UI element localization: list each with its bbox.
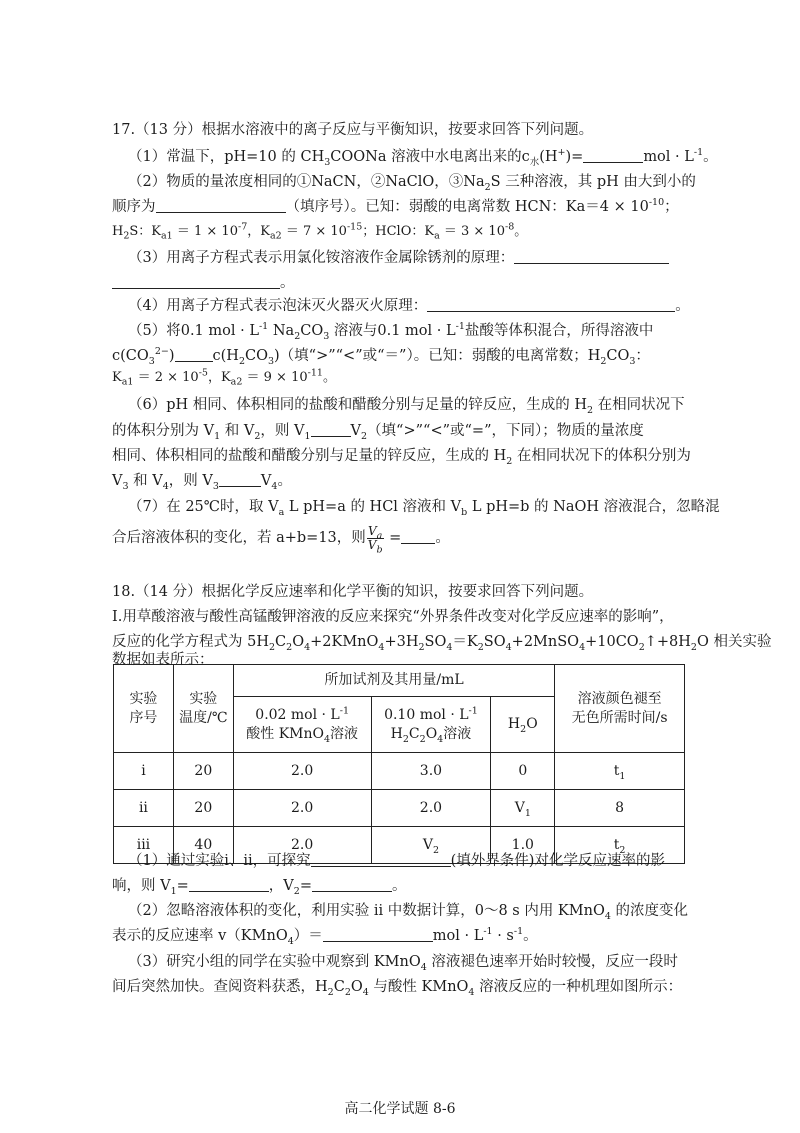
q17-part1: （1）常温下，pH=10 的 $CH_3COONa$ 溶液中水电离出来的$c_水(H^+)=$ mol · $L^{-1}$。 <box>128 147 718 168</box>
q17-part6-line4: $V_3$ 和 $V_4$，则 $V_3$ $V_4$。 <box>112 473 292 492</box>
cell-kmno4: 2.0 <box>233 827 371 864</box>
answer-blank[interactable] <box>514 249 669 264</box>
q18-title: 18.（14 分）根据化学反应速率和化学平衡的知识，按要求回答下列问题。 <box>112 584 594 600</box>
q17-part6-line2: 的体积分别为 $V_1$ 和 $V_2$，则 $V_1$ $V_2$（填“>”“<”或“=”，下同）；物质的量浓度 <box>112 423 644 442</box>
answer-blank[interactable] <box>189 877 269 892</box>
volume-ratio-fraction: $\frac{V_a}{V_b}$ <box>367 523 383 555</box>
q17-part5-line3: $K_{a1} = 2 \times 10^{-5}$，$K_{a2} = 9 \times 10^{-11}$。 <box>112 367 336 388</box>
cell-kmno4: 2.0 <box>233 790 371 827</box>
q17-part3-line1: （3）用离子方程式表示用氯化铵溶液作金属除锈剂的原理： <box>128 248 702 268</box>
q17-part7-line2: 合后溶液体积的变化，若 a+b=13，则 $\frac{V_a}{V_b}$ = 。 <box>112 523 450 555</box>
answer-blank[interactable] <box>156 198 286 213</box>
q17-part5-line2: $c(CO_3^{2-})$ $c(H_2CO_3)$（填“>”“<”或“＝”）。已知：弱酸的电离常数；$H_2CO_3$： <box>112 346 650 367</box>
q18-part2-line1: （2）忽略溶液体积的变化，利用实验 ii 中数据计算，0～8 s 内用 KMnO$_4$ 的浓度变化 <box>128 903 688 922</box>
answer-blank[interactable] <box>427 297 675 312</box>
answer-blank[interactable] <box>219 472 261 487</box>
q18-part3-line1: （3）研究小组的同学在实验中观察到 KMnO$_4$ 溶液褪色速率开始时较慢，反应一段时 <box>128 954 678 973</box>
q18-part3-line2: 间后突然加快。查阅资料获悉，$H_2C_2O_4$ 与酸性 KMnO$_4$ 溶液反应的一种机理如图所示： <box>112 979 683 998</box>
header-h2c2o4: 0.10 mol · $L^{-1}$ $H_2C_2O_4$溶液 <box>371 697 491 753</box>
header-water: $H_2O$ <box>491 697 555 753</box>
q18-part1-line1: （1）通过实验i、ii，可探究 (填外界条件)对化学反应速率的影 <box>128 853 665 869</box>
q17-part2-line3: $H_2S$：$K_{a1} = 1 \times 10^{-7}$，$K_{a2} = 7 \times 10^{-15}$；HClO：$K_a = 3 \times 10^{-8}$。 <box>112 221 528 242</box>
cell-h2c2o4: $V_2$ <box>371 827 491 864</box>
page-footer: 高二化学试题 8-6 <box>344 1101 456 1117</box>
answer-blank[interactable] <box>401 529 435 544</box>
answer-blank[interactable] <box>323 927 433 942</box>
q17-part4: （4）用离子方程式表示泡沫灭火器灭火原理： 。 <box>128 298 690 314</box>
cell-water: 0 <box>491 753 555 790</box>
table-row <box>114 753 685 790</box>
cell-time: $t_1$ <box>555 753 685 790</box>
cell-no: iii <box>114 827 174 864</box>
cell-temp: 40 <box>173 827 233 864</box>
q17-part6-line3: 相同、体积相同的盐酸和醋酸分别与足量的锌反应，生成的 $H_2$ 在相同状况下的体积分别为 <box>112 448 691 467</box>
answer-blank[interactable] <box>311 852 451 867</box>
table-row <box>114 790 685 827</box>
cell-h2c2o4: 2.0 <box>371 790 491 827</box>
q17-part2-line2: 顺序为 （填序号）。已知：弱酸的电离常数 HCN：$Ka=4 \times 10^{-10}$； <box>112 197 679 215</box>
header-fade-time: 溶液颜色褪至 无色所需时间/s <box>555 665 685 753</box>
answer-blank[interactable] <box>312 877 392 892</box>
q17-part3-line2: 。 <box>112 273 702 293</box>
header-experiment-no: 实验 序号 <box>114 665 174 753</box>
cell-kmno4: 2.0 <box>233 753 371 790</box>
q18-part2-line2: 表示的反应速率 v（KMnO$_4$）＝ mol · $L^{-1} \cdot s^{-1}$。 <box>112 926 538 947</box>
q17-part7-line1: （7）在 25℃时，取 $V_a$ L pH=a 的 HCl 溶液和 $V_b$ L pH=b 的 NaOH 溶液混合，忽略混 <box>128 499 720 518</box>
header-reagents-group: 所加试剂及其用量/mL <box>233 665 554 697</box>
answer-blank[interactable] <box>311 422 351 437</box>
experiment-data-table <box>113 664 685 864</box>
cell-no: i <box>114 753 174 790</box>
cell-temp: 20 <box>173 753 233 790</box>
cell-time: $t_2$ <box>555 827 685 864</box>
cell-water: $V_1$ <box>491 790 555 827</box>
q18-intro-line1: I.用草酸溶液与酸性高锰酸钾溶液的反应来探究“外界条件改变对化学反应速率的影响”， <box>112 609 674 625</box>
q18-intro-line2: 反应的化学方程式为 $5H_2C_2O_4+2KMnO_4+3H_2SO_4=K_2SO_4+2MnSO_4+10CO_2↑+8H_2O$ 相关实验 <box>112 634 772 653</box>
header-kmno4: 0.02 mol · $L^{-1}$ 酸性 KMnO$_4$溶液 <box>233 697 371 753</box>
cell-time: 8 <box>555 790 685 827</box>
q18-intro-line3: 数据如表所示： <box>112 652 214 668</box>
answer-blank[interactable] <box>175 347 213 362</box>
q18-part1-line2: 响，则 $V_1=$ ，$V_2=$ 。 <box>112 878 407 897</box>
cell-temp: 20 <box>173 790 233 827</box>
q17-part2-line1: （2）物质的量浓度相同的①NaCN，②NaClO，$③Na_2S$ 三种溶液，其 pH 由大到小的 <box>128 174 696 193</box>
answer-blank[interactable] <box>583 148 643 163</box>
q17-part5-line1: （5）将0.1 mol · $L^{-1}$ $Na_2CO_3$ 溶液与0.1 mol · $L^{-1}$盐酸等体积混合，所得溶液中 <box>128 321 654 342</box>
header-temperature: 实验 温度/℃ <box>173 665 233 753</box>
answer-blank[interactable] <box>112 274 280 289</box>
cell-no: ii <box>114 790 174 827</box>
q17-part6-line1: （6）pH 相同、体积相同的盐酸和醋酸分别与足量的锌反应，生成的 $H_2$ 在相同状况下 <box>128 397 685 416</box>
cell-water: 1.0 <box>491 827 555 864</box>
q17-title: 17.（13 分）根据水溶液中的离子反应与平衡知识，按要求回答下列问题。 <box>112 122 594 138</box>
cell-h2c2o4: 3.0 <box>371 753 491 790</box>
